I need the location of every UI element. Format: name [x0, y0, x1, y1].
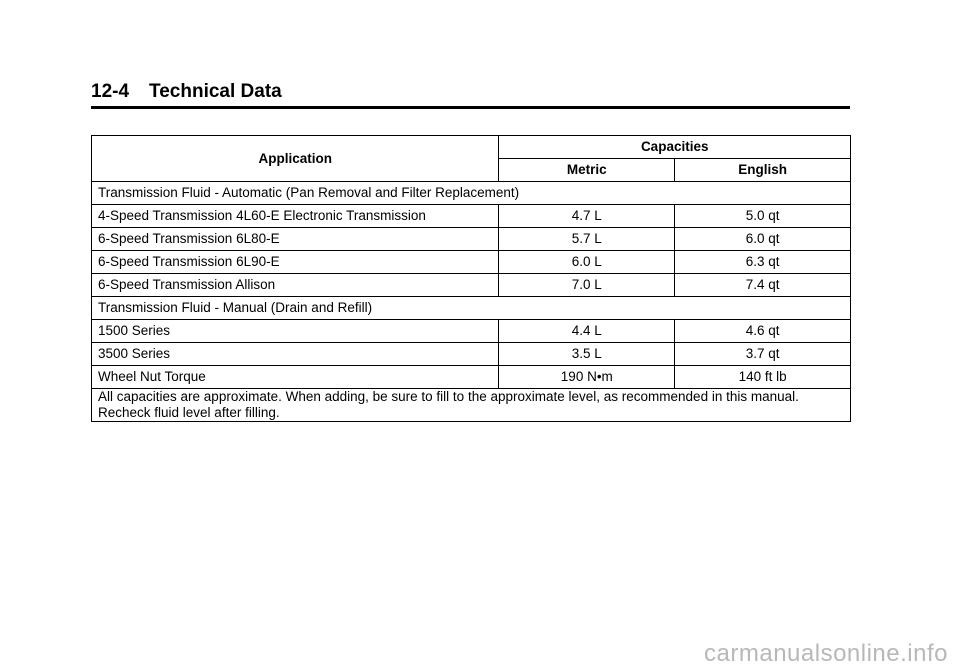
table-row — [92, 274, 851, 297]
row-application: 6-Speed Transmission 6L90-E — [92, 251, 499, 274]
table-header-row — [92, 136, 851, 159]
watermark: carmanualsonline.info — [704, 640, 948, 667]
row-english: 6.3 qt — [675, 251, 851, 274]
row-english: 5.0 qt — [675, 205, 851, 228]
row-application: 4-Speed Transmission 4L60-E Electronic Transmission — [92, 205, 499, 228]
row-application: 3500 Series — [92, 343, 499, 366]
row-application: Wheel Nut Torque — [92, 366, 499, 389]
row-metric: 5.7 L — [499, 228, 675, 251]
row-application: 6-Speed Transmission 6L80-E — [92, 228, 499, 251]
table-row — [92, 320, 851, 343]
row-application: 1500 Series — [92, 320, 499, 343]
table-row — [92, 228, 851, 251]
page-title: Technical Data — [149, 81, 282, 102]
row-metric: 7.0 L — [499, 274, 675, 297]
section-row-automatic — [92, 182, 851, 205]
capacities-table — [91, 135, 851, 422]
row-english: 7.4 qt — [675, 274, 851, 297]
column-header-capacities: Capacities — [499, 136, 851, 159]
page-header — [91, 80, 850, 109]
column-header-application: Application — [92, 136, 499, 182]
row-metric: 4.4 L — [499, 320, 675, 343]
section-label-automatic: Transmission Fluid - Automatic (Pan Removal and Filter Replacement) — [92, 182, 851, 205]
row-metric: 3.5 L — [499, 343, 675, 366]
section-label-manual: Transmission Fluid - Manual (Drain and Refill) — [92, 297, 851, 320]
row-metric: 6.0 L — [499, 251, 675, 274]
row-english: 140 ft lb — [675, 366, 851, 389]
column-header-metric: Metric — [499, 159, 675, 182]
section-row-manual — [92, 297, 851, 320]
table-row — [92, 205, 851, 228]
row-application: 6-Speed Transmission Allison — [92, 274, 499, 297]
note-row — [92, 389, 851, 422]
row-metric: 190 N•m — [499, 366, 675, 389]
table-row — [92, 343, 851, 366]
row-english: 6.0 qt — [675, 228, 851, 251]
table-row-torque — [92, 366, 851, 389]
row-english: 4.6 qt — [675, 320, 851, 343]
table-row — [92, 251, 851, 274]
page-number: 12-4 — [91, 81, 130, 102]
row-english: 3.7 qt — [675, 343, 851, 366]
capacities-note: All capacities are approximate. When adding, be sure to fill to the approximate level, as recommended in this manual. Recheck fluid level after filling. — [92, 389, 851, 422]
row-metric: 4.7 L — [499, 205, 675, 228]
column-header-english: English — [675, 159, 851, 182]
